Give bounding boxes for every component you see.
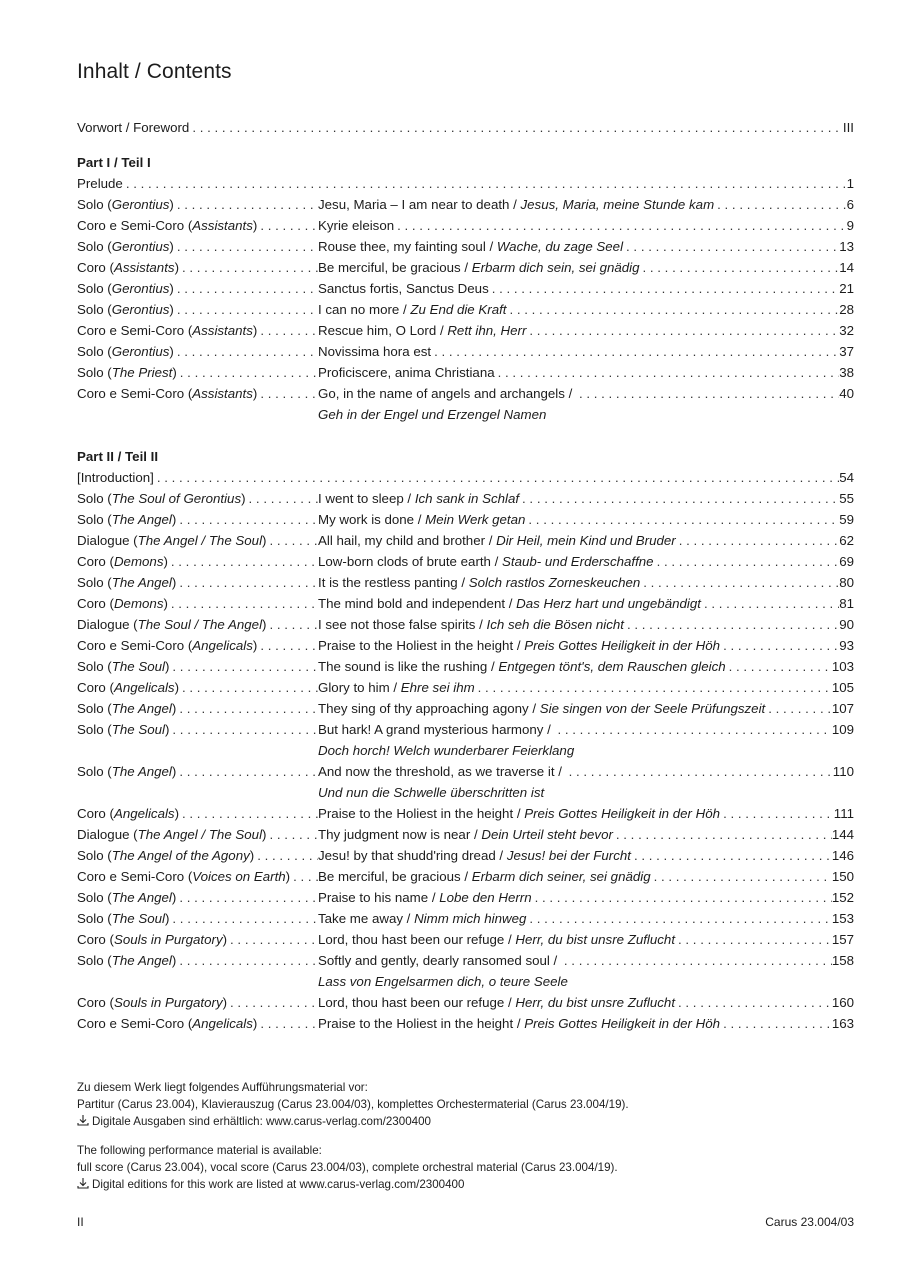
prelude-label: Prelude: [77, 176, 123, 191]
leader-dots: [526, 908, 831, 929]
prelude-page: 1: [846, 176, 854, 191]
entry-title: The mind bold and independent / Das Herz hart und ungebändigt . . . 81: [318, 593, 854, 614]
entry-role: Dialogue ( The Angel / The Soul ) . . .: [77, 824, 318, 845]
entry-page: 146: [831, 848, 854, 863]
toc-entry[interactable]: [77, 215, 854, 236]
entry-role: Coro ( Souls in Purgatory ) . . .: [77, 929, 318, 950]
toc-entry[interactable]: [77, 866, 854, 887]
entry-title: Proficiscere, anima Christiana . . . 38: [318, 362, 854, 383]
leader-dots: [177, 362, 318, 383]
notes-de-line1: Zu diesem Werk liegt folgendes Aufführungsmaterial vor:: [77, 1081, 368, 1094]
leader-dots: [675, 992, 832, 1013]
entry-title: Sanctus fortis, Sanctus Deus . . . 21: [318, 278, 854, 299]
leader-dots: [176, 572, 318, 593]
notes-german: [77, 1079, 837, 1130]
notes-english: [77, 1142, 837, 1193]
entry-title: Low-born clods of brute earth / Staub- und Erderschaffne . . . 69: [318, 551, 854, 572]
toc-entry[interactable]: [77, 698, 854, 719]
entry-page: 32: [839, 323, 854, 338]
leader-dots: [506, 299, 839, 320]
leader-dots: [624, 614, 839, 635]
entry-role: Dialogue ( The Soul / The Angel ) . . .: [77, 614, 318, 635]
entry-page: 90: [839, 617, 854, 632]
entry-role: Solo ( The Angel ) . . .: [77, 761, 318, 782]
leader-dots: [176, 887, 318, 908]
toc-entry[interactable]: [77, 236, 854, 257]
toc-entry[interactable]: [77, 383, 854, 404]
leader-dots: [640, 572, 839, 593]
leader-dots: [257, 320, 318, 341]
entry-title: Go, in the name of angels and archangels / . . . 40: [318, 383, 854, 404]
toc-entry[interactable]: [77, 614, 854, 635]
leader-dots: [495, 362, 840, 383]
toc-entry[interactable]: [77, 362, 854, 383]
toc-entry[interactable]: [77, 1013, 854, 1034]
entry-page: 150: [831, 869, 854, 884]
leader-dots: [726, 656, 832, 677]
leader-dots: [179, 257, 318, 278]
leader-dots: [176, 950, 318, 971]
entry-title-continuation: Und nun die Schwelle überschritten ist: [318, 785, 545, 800]
leader-dots: [765, 698, 832, 719]
leader-dots: [189, 117, 843, 138]
leader-dots: [489, 278, 839, 299]
entry-role: Solo ( The Angel ) . . .: [77, 572, 318, 593]
leader-dots: [176, 698, 318, 719]
leader-dots: [266, 614, 318, 635]
entry-title: Praise to the Holiest in the height / Preis Gottes Heiligkeit in der Höh . . . 93: [318, 635, 854, 656]
leader-dots: [169, 719, 318, 740]
entry-title: Glory to him / Ehre sei ihm . . . 105: [318, 677, 854, 698]
foreword-label: Vorwort / Foreword: [77, 120, 190, 135]
entry-title: Rouse thee, my fainting soul / Wache, du zage Seel . . . 13: [318, 236, 854, 257]
leader-dots: [169, 656, 318, 677]
page-title: Inhalt / Contents: [77, 60, 232, 83]
leader-dots: [254, 845, 318, 866]
part2-heading: Part II / Teil II: [77, 449, 159, 464]
entry-title: Take me away / Nimm mich hinweg . . . 153: [318, 908, 854, 929]
notes-de-link[interactable]: Digitale Ausgaben sind erhältlich: www.carus-verlag.com/2300400: [92, 1115, 431, 1128]
entry-title: Softly and gently, dearly ransomed soul / . . . 158: [318, 950, 854, 971]
entry-page: 110: [832, 764, 854, 779]
toc-entry[interactable]: [77, 509, 854, 530]
performance-material-notes: [77, 1079, 837, 1205]
entry-page: 9: [846, 218, 854, 233]
leader-dots: [475, 677, 832, 698]
entry-title: Praise to the Holiest in the height / Preis Gottes Heiligkeit in der Höh . . . 111: [318, 803, 854, 824]
entry-page: 40: [839, 386, 854, 401]
entry-title: Praise to his name / Lobe den Herrn . . . 152: [318, 887, 854, 908]
toc-entry[interactable]: [77, 194, 854, 215]
entry-page: 6: [846, 197, 854, 212]
notes-en-line2: full score (Carus 23.004), vocal score (Carus 23.004/03), complete orchestral material (Carus 23.004/19).: [77, 1161, 618, 1174]
entry-page: 13: [839, 239, 854, 254]
entry-role: Solo ( Gerontius ) . . .: [77, 341, 318, 362]
toc-entry-introduction[interactable]: [77, 467, 854, 488]
leader-dots: [675, 929, 832, 950]
leader-dots: [676, 530, 839, 551]
entry-title: And now the threshold, as we traverse it / . . . 110: [318, 761, 854, 782]
leader-dots: [519, 488, 839, 509]
entry-role: Solo ( The Angel ) . . .: [77, 887, 318, 908]
entry-role: Coro ( Souls in Purgatory ) . . .: [77, 992, 318, 1013]
leader-dots: [168, 593, 318, 614]
entry-page: 105: [831, 680, 854, 695]
leader-dots: [174, 341, 318, 362]
entry-page: 111: [833, 806, 854, 821]
entry-title: The sound is like the rushing / Entgegen tönt's, dem Rauschen gleich . . . 103: [318, 656, 854, 677]
entry-page: 21: [839, 281, 854, 296]
leader-dots: [394, 215, 846, 236]
introduction-page: 54: [839, 470, 854, 485]
leader-dots: [525, 509, 839, 530]
entry-title: Jesu! by that shudd'ring dread / Jesus! bei der Furcht . . . 146: [318, 845, 854, 866]
entry-page: 69: [839, 554, 854, 569]
entry-role: Coro e Semi-Coro ( Assistants ) . . .: [77, 383, 318, 404]
entry-title: Rescue him, O Lord / Rett ihn, Herr . . . 32: [318, 320, 854, 341]
leader-dots: [526, 320, 839, 341]
entry-title-continuation: Geh in der Engel und Erzengel Namen: [318, 407, 547, 422]
entry-title-continuation: Doch horch! Welch wunderbarer Feierklang: [318, 743, 575, 758]
entry-title: Praise to the Holiest in the height / Preis Gottes Heiligkeit in der Höh . . . 163: [318, 1013, 854, 1034]
leader-dots: [174, 194, 318, 215]
entry-title: Be merciful, be gracious / Erbarm dich seiner, sei gnädig . . . 150: [318, 866, 854, 887]
entry-role: Solo ( Gerontius ) . . .: [77, 278, 318, 299]
entry-role: Coro e Semi-Coro ( Angelicals ) . . .: [77, 635, 318, 656]
toc-entry[interactable]: [77, 278, 854, 299]
entry-role: Solo ( The Angel ) . . .: [77, 509, 318, 530]
entry-title: Kyrie eleison . . . 9: [318, 215, 854, 236]
entry-role: Solo ( The Angel of the Agony ) . . .: [77, 845, 318, 866]
entry-page: 93: [839, 638, 854, 653]
leader-dots: [174, 278, 318, 299]
part1-heading: Part I / Teil I: [77, 155, 151, 170]
toc-entry[interactable]: [77, 341, 854, 362]
leader-dots: [257, 383, 318, 404]
leader-dots: [714, 194, 846, 215]
leader-dots: [566, 761, 833, 782]
toc-entry[interactable]: [77, 257, 854, 278]
entry-page: 103: [831, 659, 854, 674]
entry-role: Coro ( Angelicals ) . . .: [77, 677, 318, 698]
catalog-number: Carus 23.004/03: [765, 1215, 854, 1229]
entry-role: Coro ( Assistants ) . . .: [77, 257, 318, 278]
leader-dots: [174, 236, 318, 257]
entry-title: It is the restless panting / Solch rastlos Zorneskeuchen . . . 80: [318, 572, 854, 593]
entry-role: Solo ( The Soul ) . . .: [77, 908, 318, 929]
entry-page: 109: [831, 722, 854, 737]
entry-page: 107: [831, 701, 854, 716]
toc-entry[interactable]: [77, 593, 854, 614]
toc-entry[interactable]: [77, 824, 854, 845]
entry-page: 14: [839, 260, 854, 275]
part1-entries: [77, 194, 854, 425]
leader-dots: [720, 1013, 832, 1034]
entry-title: Jesu, Maria – I am near to death / Jesus, Maria, meine Stunde kam . . . 6: [318, 194, 854, 215]
toc-entry[interactable]: [77, 677, 854, 698]
toc-entry[interactable]: [77, 992, 854, 1013]
entry-role: Dialogue ( The Angel / The Soul ) . . .: [77, 530, 318, 551]
entry-title: Thy judgment now is near / Dein Urteil steht bevor . . . 144: [318, 824, 854, 845]
leader-dots: [651, 866, 832, 887]
notes-de-line2: Partitur (Carus 23.004), Klavierauszug (Carus 23.004/03), komplettes Orchestermaterial (Carus 23.004/19).: [77, 1098, 629, 1111]
toc-entry[interactable]: [77, 656, 854, 677]
leader-dots: [174, 299, 318, 320]
entry-title: My work is done / Mein Werk getan . . . 59: [318, 509, 854, 530]
download-icon: [77, 1178, 89, 1189]
entry-page: 80: [839, 575, 854, 590]
introduction-label: [Introduction]: [77, 470, 154, 485]
toc-entry[interactable]: [77, 299, 854, 320]
entry-role: Coro e Semi-Coro ( Assistants ) . . .: [77, 320, 318, 341]
table-of-contents: [77, 117, 854, 1034]
entry-role: Coro ( Demons ) . . .: [77, 551, 318, 572]
toc-entry-prelude[interactable]: [77, 173, 854, 194]
toc-entry[interactable]: [77, 845, 854, 866]
part2-entries: [77, 488, 854, 1034]
entry-title: Be merciful, be gracious / Erbarm dich sein, sei gnädig . . . 14: [318, 257, 854, 278]
entry-role: Solo ( Gerontius ) . . .: [77, 194, 318, 215]
leader-dots: [257, 635, 318, 656]
entry-page: 153: [831, 911, 854, 926]
leader-dots: [640, 257, 840, 278]
entry-role: Coro e Semi-Coro ( Angelicals ) . . .: [77, 1013, 318, 1034]
toc-entry[interactable]: [77, 908, 854, 929]
leader-dots: [168, 551, 318, 572]
entry-page: 157: [831, 932, 854, 947]
toc-entry[interactable]: [77, 551, 854, 572]
entry-role: Coro e Semi-Coro ( Assistants ) . . .: [77, 215, 318, 236]
leader-dots: [555, 719, 832, 740]
entry-title: I see not those false spirits / Ich seh die Bösen nicht . . . 90: [318, 614, 854, 635]
spacer: [77, 425, 854, 446]
entry-title-continuation: Lass von Engelsarmen dich, o teure Seele: [318, 974, 568, 989]
toc-entry[interactable]: [77, 929, 854, 950]
entry-role: Coro ( Angelicals ) . . .: [77, 803, 318, 824]
foreword-page: III: [842, 120, 854, 135]
entry-title: Novissima hora est . . . 37: [318, 341, 854, 362]
toc-entry[interactable]: [77, 761, 854, 782]
entry-title: I went to sleep / Ich sank in Schlaf . . . 55: [318, 488, 854, 509]
entry-role: Solo ( Gerontius ) . . .: [77, 299, 318, 320]
toc-entry[interactable]: [77, 530, 854, 551]
leader-dots: [176, 761, 318, 782]
entry-title: But hark! A grand mysterious harmony / . . . 109: [318, 719, 854, 740]
toc-entry[interactable]: [77, 635, 854, 656]
leader-dots: [123, 173, 847, 194]
leader-dots: [701, 593, 839, 614]
leader-dots: [257, 215, 318, 236]
entry-role: Solo ( The Soul of Gerontius ) . . .: [77, 488, 318, 509]
leader-dots: [431, 341, 839, 362]
entry-title: Lord, thou hast been our refuge / Herr, du bist unsre Zuflucht . . . 160: [318, 992, 854, 1013]
toc-entry[interactable]: [77, 950, 854, 971]
entry-page: 163: [831, 1016, 854, 1031]
leader-dots: [532, 887, 832, 908]
leader-dots: [654, 551, 840, 572]
entry-page: 55: [839, 491, 854, 506]
entry-page: 81: [839, 596, 854, 611]
leader-dots: [179, 803, 318, 824]
leader-dots: [623, 236, 839, 257]
leader-dots: [266, 824, 318, 845]
leader-dots: [720, 803, 834, 824]
entry-role: Coro ( Demons ) . . .: [77, 593, 318, 614]
entry-page: 37: [839, 344, 854, 359]
toc-entry[interactable]: [77, 320, 854, 341]
entry-page: 160: [831, 995, 854, 1010]
toc-entry[interactable]: [77, 719, 854, 740]
download-icon: [77, 1115, 89, 1126]
leader-dots: [169, 908, 318, 929]
entry-page: 62: [839, 533, 854, 548]
entry-title: I can no more / Zu End die Kraft . . . 28: [318, 299, 854, 320]
leader-dots: [561, 950, 832, 971]
toc-entry[interactable]: [77, 803, 854, 824]
entry-title: Lord, thou hast been our refuge / Herr, du bist unsre Zuflucht . . . 157: [318, 929, 854, 950]
entry-page: 152: [831, 890, 854, 905]
entry-page: 38: [839, 365, 854, 380]
toc-entry[interactable]: [77, 488, 854, 509]
leader-dots: [176, 509, 318, 530]
entry-page: 28: [839, 302, 854, 317]
entry-title: All hail, my child and brother / Dir Heil, mein Kind und Bruder . . . 62: [318, 530, 854, 551]
entry-role: Solo ( The Angel ) . . .: [77, 950, 318, 971]
entry-role: Solo ( The Priest ) . . .: [77, 362, 318, 383]
entry-page: 158: [831, 953, 854, 968]
entry-title: They sing of thy approaching agony / Sie singen von der Seele Prüfungszeit . . . 107: [318, 698, 854, 719]
leader-dots: [613, 824, 832, 845]
entry-role: Solo ( The Soul ) . . .: [77, 719, 318, 740]
entry-page: 144: [831, 827, 854, 842]
leader-dots: [266, 530, 318, 551]
entry-role: Solo ( Gerontius ) . . .: [77, 236, 318, 257]
entry-role: Coro e Semi-Coro ( Voices on Earth ) . . .: [77, 866, 318, 887]
entry-role: Solo ( The Angel ) . . .: [77, 698, 318, 719]
notes-en-link[interactable]: Digital editions for this work are listed at www.carus-verlag.com/2300400: [92, 1178, 465, 1191]
leader-dots: [290, 866, 318, 887]
leader-dots: [227, 929, 318, 950]
page-number: II: [77, 1215, 84, 1229]
toc-entry-foreword[interactable]: [77, 117, 854, 138]
leader-dots: [576, 383, 839, 404]
leader-dots: [720, 635, 839, 656]
leader-dots: [631, 845, 832, 866]
leader-dots: [227, 992, 318, 1013]
toc-entry[interactable]: [77, 572, 854, 593]
entry-page: 59: [839, 512, 854, 527]
leader-dots: [154, 467, 839, 488]
leader-dots: [246, 488, 318, 509]
leader-dots: [179, 677, 318, 698]
notes-en-line1: The following performance material is available:: [77, 1144, 322, 1157]
toc-entry[interactable]: [77, 887, 854, 908]
leader-dots: [257, 1013, 318, 1034]
entry-role: Solo ( The Soul ) . . .: [77, 656, 318, 677]
